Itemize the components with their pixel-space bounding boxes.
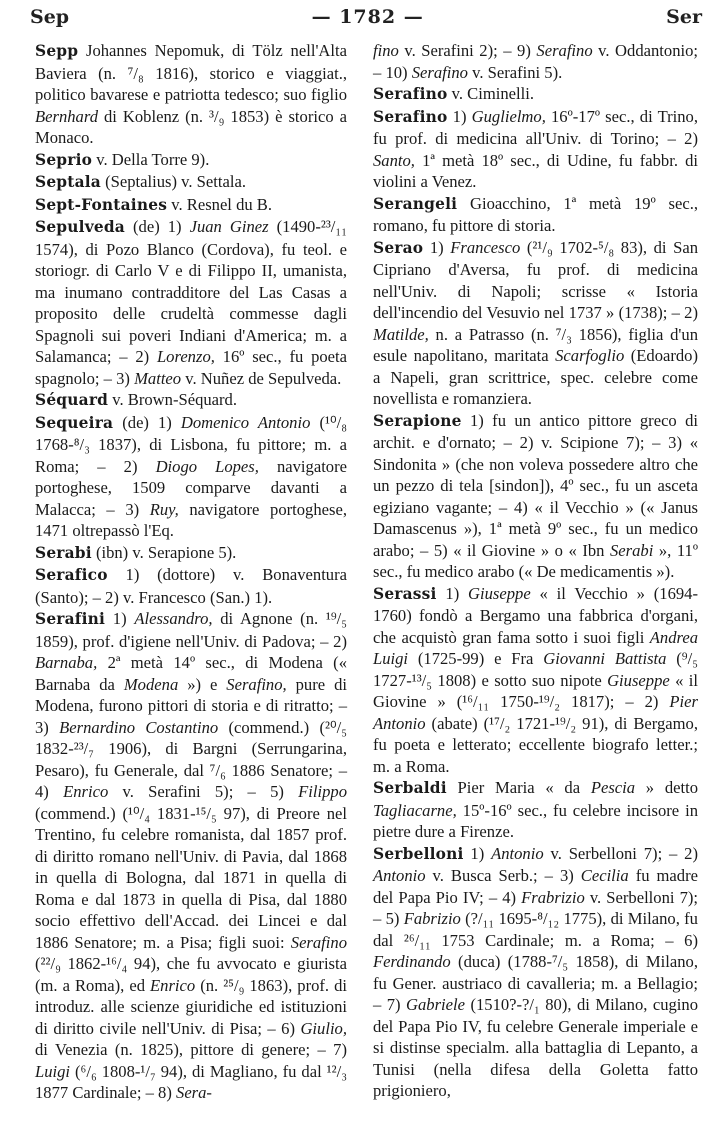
dictionary-entry: Séquard v. Brown-Séquard. bbox=[35, 390, 237, 409]
entry-italic-text: Enrico bbox=[150, 975, 196, 995]
entry-italic-text: Francesco bbox=[450, 237, 521, 257]
entry-italic-text: Serafino bbox=[536, 41, 593, 60]
entry-headword: Serafini bbox=[35, 610, 106, 628]
entry-italic-text: Domenico Antonio bbox=[180, 412, 311, 432]
header-left-guide-word: Sep bbox=[30, 6, 70, 28]
entry-italic-text: Cecilia bbox=[580, 866, 629, 885]
entry-italic-text: Lorenzo, bbox=[156, 347, 215, 366]
entry-italic-text: Fabrizio bbox=[403, 909, 461, 928]
entry-headword: Serassi bbox=[373, 584, 437, 603]
dictionary-entry: Serafico 1) (dottore) v. Bonaventura (Santo); – 2) v. Francesco (San.) 1). bbox=[35, 565, 347, 607]
entry-italic-text: Serabi bbox=[610, 540, 654, 560]
entry-italic-text: Scarfoglio bbox=[555, 346, 625, 365]
entry-headword: Sept-Fontaines bbox=[35, 195, 168, 214]
dictionary-entry: Serbelloni 1) Antonio v. Serbelloni 7); – 2) Antonio v. Busca Serb.; – 3) Cecilia fu madre del Papa Pio IV; – 4) Frabrizio v. Serbelloni 7); – 5) Fabrizio (?/₁₁ 1695-⁸/₁₂ 1775), di Milano, fu dal ²⁶/₁₁ 1753 Cardinale; m. a Roma; – 6) Ferdinando (duca) (1788-⁷/₅ 1858), di Milano, fu Gener. austriaco di cavalleria; m. a Bellagio; – 7) Gabriele (1510?-?/₁ 80), di Milano, cugino del Papa Pio IV, fu celebre Generale imperiale e si distinse specialm. alla battaglia di Lepanto, a Tunisi (nella difesa della Goletta fatto prigioniero, bbox=[373, 843, 699, 1100]
dictionary-entry: Serbaldi Pier Maria « da Pescia » detto Tagliacarne, 15º-16º sec., fu celebre incisore in pietre dure a Firenze. bbox=[373, 778, 698, 841]
dictionary-entry: Serassi 1) Giuseppe « il Vecchio » (1694-1760) fondò a Bergamo una fabbrica d'organi, che acquistò gran fama sotto i suoi figli Andrea Luigi (1725-99) e Fra Giovanni Battista (⁹/₅ 1727-¹³/₅ 1808) e sotto suo nipote Giuseppe « il Giovine » (¹⁶/₁₁ 1750-¹⁹/₂ 1817); – 2) Pier Antonio (abate) (¹⁷/₂ 1721-¹⁹/₂ 91), di Bergamo, fu poeta e letterato; eccellente biografo letter.; m. a Roma. bbox=[373, 583, 698, 776]
entry-italic-text: Giuseppe bbox=[468, 583, 531, 603]
entry-headword: Serao bbox=[373, 238, 424, 257]
dictionary-entry: Serafini 1) Alessandro, di Agnone (n. ¹⁹/₅ 1859), prof. d'igiene nell'Univ. di Padova; – 2) Barnaba, 2ª metà 14º sec., di Modena (« Barnaba da Modena ») e Serafino, pure di Modena, furono pittori di storia e di ritratto; – 3) Bernardino Costantino (commend.) (²⁰/₅ 1832-²³/₇ 1906), di Bargni (Serrungarina, Pesaro), fu Generale, dal ⁷/₆ 1886 Senatore; – 4) Enrico v. Serafini 5); – 5) Filippo (commend.) (¹⁰/₄ 1831-¹⁵/₅ 97), di Preore nel Trentino, fu celebre romanista, dal 1857 prof. di diritto romano nell'Univ. di Pavia, dal 1868 in quella di Bologna, dal 1871 in quella di Roma e dal 1873 in quella di Pisa, dal 1880 socio effettivo dell'Accad. dei Lincei e dal 1886 Senatore; m. a Pisa; figli suoi: Serafino (²²/₉ 1862-¹⁶/₄ 94), che fu avvocato e giurista (m. a Roma), ed Enrico (n. ²⁵/₉ 1863), prof. di introduz. alle scienze giuridiche ed istituzioni di diritto civile nell'Univ. di Pisa; – 6) Giulio, di Venezia (n. 1825), pittore di genere; – 7) Luigi (⁶/₆ 1808-¹/₇ 94), di Magliano, fu dal ¹²/₃ 1877 Cardinale; – 8) Sera- bbox=[35, 609, 348, 1102]
entry-headword: Serangeli bbox=[373, 194, 458, 213]
entry-headword: Serafino bbox=[373, 107, 448, 126]
entry-italic-text: Matteo bbox=[134, 368, 182, 388]
dictionary-entry: fino v. Serafini 2); – 9) Serafino v. Oddantonio; – 10) Serafino v. Serafini 5). bbox=[373, 41, 699, 82]
dictionary-entry: Serapione 1) fu un antico pittore greco di archit. e d'ornato; – 2) v. Scipione 7); – 3) « Sindonita » (che non voleva possedere altro che un pezzo di tela [sindon]), 4º sec., fu un asceta egiziano vagante; – 4) « il Vecchio » (« Janus Damascenus »), 1ª metà 9º sec., fu un medico arabo; – 5) « il Giovine » o « Ibn Serabi », 11º sec., fu medico arabo (« De medicamentis »). bbox=[373, 410, 698, 581]
right-column bbox=[373, 40, 698, 1102]
entry-italic-text: Santo, bbox=[373, 150, 415, 170]
entry-headword: Sequeira bbox=[35, 413, 114, 432]
entry-italic-text: Serafino, bbox=[226, 674, 287, 694]
dictionary-entry: Serangeli Gioacchino, 1ª metà 19º sec., romano, fu pittore di storia. bbox=[373, 193, 698, 235]
entry-headword: Séquard bbox=[35, 391, 109, 409]
entry-italic-text: Giuseppe bbox=[607, 670, 670, 690]
entry-italic-text: Pier Antonio bbox=[373, 692, 698, 733]
dictionary-entry: Sepulveda (de) 1) Juan Ginez (1490-²³/₁₁ 1574), di Pozo Blanco (Cordova), fu teol. e storiogr. di Carlo V e di Filippo II, umanista, ma inumano contradditore del Las Casas a proposito delle crudeltà commesse dagli Spagnoli sui poveri Indiani d'America; m. a Salamanca; – 2) Lorenzo, 16º sec., fu poeta spagnolo; – 3) Matteo v. Nuñez de Sepulveda. bbox=[35, 217, 348, 388]
entry-italic-text: Guglielmo, bbox=[471, 106, 546, 126]
left-column bbox=[35, 40, 347, 1104]
entry-headword: Serabi bbox=[35, 543, 92, 562]
dictionary-entry: Serafino v. Ciminelli. bbox=[373, 84, 535, 103]
entry-italic-text: Frabrizio bbox=[521, 887, 585, 907]
entry-italic-text: Modena bbox=[123, 674, 179, 694]
entry-italic-text: Sera- bbox=[176, 1083, 212, 1102]
entry-italic-text: Antonio bbox=[373, 866, 426, 885]
entry-headword: Sepp bbox=[35, 42, 79, 60]
entry-italic-text: Alessandro, bbox=[134, 609, 213, 628]
entry-italic-text: Antonio bbox=[491, 843, 544, 863]
entry-italic-text: Bernardino Costantino bbox=[59, 717, 219, 737]
dictionary-entry: Seprio v. Della Torre 9). bbox=[35, 149, 210, 169]
entry-italic-text: Ferdinando bbox=[373, 952, 451, 971]
entry-italic-text: Andrea Luigi bbox=[373, 627, 698, 668]
dictionary-entry: Serabi (ibn) v. Serapione 5). bbox=[35, 542, 237, 562]
dictionary-entry: Sequeira (de) 1) Domenico Antonio (¹⁰/₈ 1768-⁸/₃ 1837), di Lisbona, fu pittore; m. a Roma; – 2) Diogo Lopes, navigatore portoghese, 1509 comparve davanti a Malacca; – 3) Ruy, navigatore portoghese, 1471 oltrepassò l'Eq. bbox=[35, 412, 347, 540]
running-header bbox=[30, 2, 702, 32]
dictionary-entry: Serafino 1) Guglielmo, 16º-17º sec., di Trino, fu prof. di medicina all'Univ. di Torino; – 2) Santo, 1ª metà 18º sec., di Udine, fu fabbr. di violini a Venez. bbox=[373, 106, 699, 191]
entry-italic-text: Luigi bbox=[35, 1061, 71, 1081]
dictionary-entry: Serao 1) Francesco (²¹/₉ 1702-⁵/₈ 83), di San Cipriano d'Aversa, fu prof. di medicina nell'Univ. di Napoli; scrisse « Istoria dell'incendio del Vesuvio nel 1737 » (1738); – 2) Matilde, n. a Patrasso (n. ⁷/₃ 1856), figlia d'un esule napolitano, maritata Scarfoglio (Edoardo) a Napeli, gran scrittrice, spec. celebre come novellista e romanziera. bbox=[373, 237, 699, 408]
entry-italic-text: Bernhard bbox=[35, 106, 98, 126]
entry-italic-text: Diogo Lopes, bbox=[155, 456, 259, 476]
entry-italic-text: Barnaba, bbox=[35, 653, 98, 672]
entry-italic-text: Tagliacarne, bbox=[373, 800, 457, 820]
entry-italic-text: Ruy, bbox=[149, 499, 179, 519]
entry-italic-text: Matilde, bbox=[373, 324, 429, 344]
entry-italic-text: Giulio, bbox=[300, 1018, 347, 1038]
entry-headword: Seprio bbox=[35, 150, 93, 169]
entry-headword: Serbaldi bbox=[373, 779, 447, 797]
entry-italic-text: Serafino bbox=[411, 62, 468, 82]
header-right-guide-word: Ser bbox=[666, 6, 702, 28]
entry-italic-text: Filippo bbox=[298, 782, 347, 801]
page-number: — 1782 — bbox=[311, 6, 424, 28]
dictionary-entry: Sept-Fontaines v. Resnel du B. bbox=[35, 194, 273, 214]
entry-italic-text: Pescia bbox=[590, 778, 636, 797]
entry-italic-text: fino bbox=[373, 41, 399, 60]
entry-italic-text: Serafino bbox=[290, 932, 347, 952]
entry-italic-text: Gabriele bbox=[406, 995, 466, 1014]
entry-headword: Serapione bbox=[373, 411, 462, 430]
entry-headword: Serafico bbox=[35, 566, 108, 584]
dictionary-entry: Septala (Septalius) v. Settala. bbox=[35, 172, 246, 191]
entry-headword: Septala bbox=[35, 173, 101, 191]
dictionary-entry: Sepp Johannes Nepomuk, di Tölz nell'Alta Baviera (n. ⁷/₈ 1816), storico e viaggiat., politico bavarese e patriotta tedesco; suo figlio Bernhard di Koblenz (n. ³/₉ 1853) è storico a Monaco. bbox=[35, 41, 347, 147]
entry-italic-text: Giovanni Battista bbox=[543, 649, 667, 668]
entry-headword: Sepulveda bbox=[35, 218, 125, 236]
entry-italic-text: Juan Ginez bbox=[189, 217, 269, 236]
entry-headword: Serbelloni bbox=[373, 844, 464, 863]
entry-headword: Serafino bbox=[373, 85, 448, 103]
entry-italic-text: Enrico bbox=[63, 782, 109, 801]
